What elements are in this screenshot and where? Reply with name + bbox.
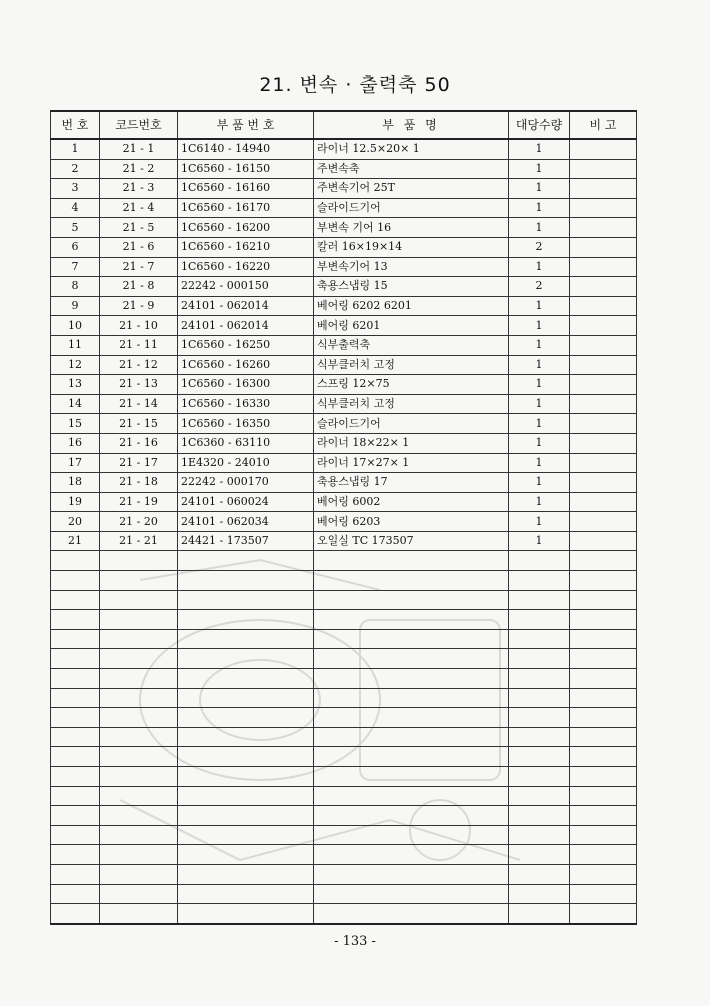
cell-part-no-empty bbox=[178, 786, 314, 806]
table-row bbox=[51, 335, 637, 355]
cell-no: 18 bbox=[51, 473, 100, 493]
cell-remark-empty bbox=[570, 727, 637, 747]
cell-qty-empty bbox=[509, 727, 570, 747]
cell-part-no: 1C6140 - 14940 bbox=[178, 139, 314, 159]
cell-no: 17 bbox=[51, 453, 100, 473]
cell-remark-empty bbox=[570, 551, 637, 571]
cell-remark-empty bbox=[570, 629, 637, 649]
empty-table-row bbox=[51, 708, 637, 728]
empty-table-row bbox=[51, 864, 637, 884]
cell-code: 21 - 4 bbox=[100, 198, 178, 218]
cell-code-empty bbox=[100, 571, 178, 591]
cell-no: 14 bbox=[51, 394, 100, 414]
cell-part-name: 베어링 6002 bbox=[314, 492, 509, 512]
cell-no: 13 bbox=[51, 375, 100, 395]
cell-part-name: 베어링 6201 bbox=[314, 316, 509, 336]
cell-no-empty bbox=[51, 649, 100, 669]
cell-qty: 1 bbox=[509, 316, 570, 336]
cell-qty: 1 bbox=[509, 335, 570, 355]
cell-code: 21 - 1 bbox=[100, 139, 178, 159]
cell-part-no-empty bbox=[178, 669, 314, 689]
cell-part-name-empty bbox=[314, 590, 509, 610]
cell-qty: 1 bbox=[509, 355, 570, 375]
cell-code: 21 - 11 bbox=[100, 335, 178, 355]
cell-no: 6 bbox=[51, 237, 100, 257]
cell-part-name-empty bbox=[314, 884, 509, 904]
cell-part-no-empty bbox=[178, 590, 314, 610]
cell-code: 21 - 14 bbox=[100, 394, 178, 414]
cell-code: 21 - 20 bbox=[100, 512, 178, 532]
empty-table-row bbox=[51, 590, 637, 610]
cell-part-no: 1C6560 - 16210 bbox=[178, 237, 314, 257]
cell-part-no: 1C6560 - 16250 bbox=[178, 335, 314, 355]
cell-code-empty bbox=[100, 845, 178, 865]
cell-part-no: 24101 - 060024 bbox=[178, 492, 314, 512]
cell-part-name-empty bbox=[314, 747, 509, 767]
cell-code: 21 - 3 bbox=[100, 179, 178, 199]
cell-qty: 1 bbox=[509, 414, 570, 434]
cell-no: 4 bbox=[51, 198, 100, 218]
cell-qty-empty bbox=[509, 688, 570, 708]
cell-part-name: 식부클러치 고정 bbox=[314, 355, 509, 375]
cell-code-empty bbox=[100, 590, 178, 610]
page-number: - 133 - bbox=[334, 934, 376, 949]
cell-qty: 1 bbox=[509, 512, 570, 532]
cell-code: 21 - 13 bbox=[100, 375, 178, 395]
cell-code: 21 - 12 bbox=[100, 355, 178, 375]
cell-part-no-empty bbox=[178, 806, 314, 826]
cell-part-name-empty bbox=[314, 571, 509, 591]
table-row bbox=[51, 237, 637, 257]
cell-remark-empty bbox=[570, 864, 637, 884]
table-row bbox=[51, 139, 637, 159]
cell-part-no: 1C6560 - 16300 bbox=[178, 375, 314, 395]
cell-no-empty bbox=[51, 629, 100, 649]
cell-no: 3 bbox=[51, 179, 100, 199]
cell-code: 21 - 7 bbox=[100, 257, 178, 277]
cell-no-empty bbox=[51, 884, 100, 904]
cell-part-no-empty bbox=[178, 708, 314, 728]
cell-qty-empty bbox=[509, 571, 570, 591]
table-row bbox=[51, 257, 637, 277]
cell-remark-empty bbox=[570, 688, 637, 708]
cell-no: 19 bbox=[51, 492, 100, 512]
empty-table-row bbox=[51, 551, 637, 571]
cell-part-no: 24101 - 062034 bbox=[178, 512, 314, 532]
cell-no-empty bbox=[51, 806, 100, 826]
cell-qty-empty bbox=[509, 825, 570, 845]
cell-part-name-empty bbox=[314, 786, 509, 806]
page-title: 21. 변속 · 출력축 50 bbox=[259, 74, 451, 96]
table-row bbox=[51, 414, 637, 434]
cell-no-empty bbox=[51, 747, 100, 767]
cell-part-name: 베어링 6203 bbox=[314, 512, 509, 532]
empty-table-row bbox=[51, 649, 637, 669]
cell-remark bbox=[570, 355, 637, 375]
cell-code-empty bbox=[100, 669, 178, 689]
cell-remark bbox=[570, 335, 637, 355]
cell-qty: 1 bbox=[509, 198, 570, 218]
cell-part-no: 1C6360 - 63110 bbox=[178, 433, 314, 453]
empty-table-row bbox=[51, 845, 637, 865]
cell-qty-empty bbox=[509, 649, 570, 669]
cell-part-no: 24101 - 062014 bbox=[178, 296, 314, 316]
cell-remark-empty bbox=[570, 806, 637, 826]
cell-no-empty bbox=[51, 708, 100, 728]
cell-code: 21 - 19 bbox=[100, 492, 178, 512]
cell-remark-empty bbox=[570, 786, 637, 806]
cell-part-no: 1C6560 - 16350 bbox=[178, 414, 314, 434]
cell-qty-empty bbox=[509, 786, 570, 806]
cell-qty-empty bbox=[509, 904, 570, 924]
cell-qty-empty bbox=[509, 610, 570, 630]
table-row bbox=[51, 473, 637, 493]
cell-no-empty bbox=[51, 727, 100, 747]
cell-qty: 1 bbox=[509, 531, 570, 551]
cell-no: 1 bbox=[51, 139, 100, 159]
cell-remark bbox=[570, 316, 637, 336]
empty-table-row bbox=[51, 786, 637, 806]
empty-table-row bbox=[51, 806, 637, 826]
empty-table-row bbox=[51, 669, 637, 689]
cell-no-empty bbox=[51, 571, 100, 591]
cell-part-name: 부변속 기어 16 bbox=[314, 218, 509, 238]
cell-part-no: 1C6560 - 16220 bbox=[178, 257, 314, 277]
cell-qty-empty bbox=[509, 845, 570, 865]
cell-code-empty bbox=[100, 551, 178, 571]
cell-qty: 2 bbox=[509, 237, 570, 257]
cell-part-name-empty bbox=[314, 864, 509, 884]
cell-code: 21 - 2 bbox=[100, 159, 178, 179]
cell-remark-empty bbox=[570, 610, 637, 630]
cell-code-empty bbox=[100, 884, 178, 904]
cell-part-name: 라이너 12.5×20× 1 bbox=[314, 139, 509, 159]
cell-part-no-empty bbox=[178, 688, 314, 708]
header-qty: 대당수량 bbox=[509, 111, 570, 139]
cell-code-empty bbox=[100, 649, 178, 669]
table-row bbox=[51, 159, 637, 179]
cell-part-name: 식부클러치 고정 bbox=[314, 394, 509, 414]
empty-table-row bbox=[51, 747, 637, 767]
cell-qty-empty bbox=[509, 551, 570, 571]
cell-remark bbox=[570, 492, 637, 512]
cell-code: 21 - 17 bbox=[100, 453, 178, 473]
cell-part-no-empty bbox=[178, 649, 314, 669]
cell-no-empty bbox=[51, 767, 100, 787]
header-part-no: 부 품 번 호 bbox=[178, 111, 314, 139]
cell-part-no: 1C6560 - 16260 bbox=[178, 355, 314, 375]
cell-remark bbox=[570, 218, 637, 238]
table-row bbox=[51, 531, 637, 551]
cell-part-no-empty bbox=[178, 629, 314, 649]
cell-remark-empty bbox=[570, 669, 637, 689]
cell-part-name: 칼러 16×19×14 bbox=[314, 237, 509, 257]
empty-table-row bbox=[51, 610, 637, 630]
cell-part-name: 베어링 6202 6201 bbox=[314, 296, 509, 316]
cell-part-name: 축용스냅링 17 bbox=[314, 473, 509, 493]
cell-code-empty bbox=[100, 786, 178, 806]
table-row bbox=[51, 316, 637, 336]
cell-part-name: 슬라이드기어 bbox=[314, 198, 509, 218]
cell-part-no-empty bbox=[178, 767, 314, 787]
cell-qty: 1 bbox=[509, 218, 570, 238]
cell-part-name: 주변속축 bbox=[314, 159, 509, 179]
cell-part-no: 1C6560 - 16200 bbox=[178, 218, 314, 238]
cell-code-empty bbox=[100, 688, 178, 708]
cell-part-name-empty bbox=[314, 708, 509, 728]
cell-no: 15 bbox=[51, 414, 100, 434]
cell-qty: 1 bbox=[509, 159, 570, 179]
table-row bbox=[51, 492, 637, 512]
empty-table-row bbox=[51, 688, 637, 708]
cell-part-no-empty bbox=[178, 884, 314, 904]
cell-remark-empty bbox=[570, 708, 637, 728]
cell-no: 21 bbox=[51, 531, 100, 551]
cell-no-empty bbox=[51, 904, 100, 924]
cell-qty: 1 bbox=[509, 139, 570, 159]
cell-code: 21 - 5 bbox=[100, 218, 178, 238]
cell-part-name-empty bbox=[314, 806, 509, 826]
cell-no: 16 bbox=[51, 433, 100, 453]
cell-part-no: 1C6560 - 16160 bbox=[178, 179, 314, 199]
cell-remark bbox=[570, 394, 637, 414]
cell-qty-empty bbox=[509, 747, 570, 767]
header-no: 번 호 bbox=[51, 111, 100, 139]
cell-no-empty bbox=[51, 669, 100, 689]
cell-qty: 1 bbox=[509, 257, 570, 277]
cell-no: 2 bbox=[51, 159, 100, 179]
cell-qty: 1 bbox=[509, 473, 570, 493]
cell-part-no: 22242 - 000150 bbox=[178, 277, 314, 297]
cell-part-name: 주변속기어 25T bbox=[314, 179, 509, 199]
cell-remark-empty bbox=[570, 825, 637, 845]
header-code: 코드번호 bbox=[100, 111, 178, 139]
cell-code-empty bbox=[100, 904, 178, 924]
cell-part-name-empty bbox=[314, 727, 509, 747]
cell-no-empty bbox=[51, 551, 100, 571]
cell-part-name-empty bbox=[314, 629, 509, 649]
cell-part-no: 1C6560 - 16330 bbox=[178, 394, 314, 414]
cell-part-no-empty bbox=[178, 571, 314, 591]
cell-remark-empty bbox=[570, 884, 637, 904]
cell-no: 8 bbox=[51, 277, 100, 297]
cell-part-no-empty bbox=[178, 610, 314, 630]
cell-remark bbox=[570, 414, 637, 434]
cell-qty: 1 bbox=[509, 179, 570, 199]
cell-code: 21 - 9 bbox=[100, 296, 178, 316]
cell-remark bbox=[570, 237, 637, 257]
cell-remark bbox=[570, 512, 637, 532]
cell-remark bbox=[570, 531, 637, 551]
cell-part-name-empty bbox=[314, 767, 509, 787]
empty-table-row bbox=[51, 884, 637, 904]
cell-no: 5 bbox=[51, 218, 100, 238]
cell-qty: 1 bbox=[509, 453, 570, 473]
cell-remark bbox=[570, 159, 637, 179]
cell-remark bbox=[570, 375, 637, 395]
table-row bbox=[51, 198, 637, 218]
cell-code-empty bbox=[100, 825, 178, 845]
cell-part-no: 1E4320 - 24010 bbox=[178, 453, 314, 473]
cell-part-name-empty bbox=[314, 904, 509, 924]
cell-no: 11 bbox=[51, 335, 100, 355]
cell-code: 21 - 8 bbox=[100, 277, 178, 297]
cell-code: 21 - 6 bbox=[100, 237, 178, 257]
cell-part-name: 슬라이드기어 bbox=[314, 414, 509, 434]
table-row bbox=[51, 433, 637, 453]
cell-part-name-empty bbox=[314, 688, 509, 708]
cell-part-no: 1C6560 - 16170 bbox=[178, 198, 314, 218]
cell-no-empty bbox=[51, 825, 100, 845]
cell-part-name: 라이너 17×27× 1 bbox=[314, 453, 509, 473]
cell-remark bbox=[570, 139, 637, 159]
cell-code: 21 - 10 bbox=[100, 316, 178, 336]
cell-no: 10 bbox=[51, 316, 100, 336]
cell-part-name-empty bbox=[314, 610, 509, 630]
cell-part-name: 라이너 18×22× 1 bbox=[314, 433, 509, 453]
cell-remark-empty bbox=[570, 904, 637, 924]
table-row bbox=[51, 296, 637, 316]
header-remark: 비 고 bbox=[570, 111, 637, 139]
cell-part-name: 식부출력축 bbox=[314, 335, 509, 355]
empty-table-row bbox=[51, 629, 637, 649]
table-row bbox=[51, 394, 637, 414]
empty-table-row bbox=[51, 767, 637, 787]
cell-no: 12 bbox=[51, 355, 100, 375]
table-row bbox=[51, 355, 637, 375]
table-header-row bbox=[51, 111, 637, 139]
cell-part-no: 1C6560 - 16150 bbox=[178, 159, 314, 179]
cell-part-no-empty bbox=[178, 747, 314, 767]
cell-code-empty bbox=[100, 610, 178, 630]
cell-no-empty bbox=[51, 864, 100, 884]
empty-table-row bbox=[51, 825, 637, 845]
empty-table-row bbox=[51, 904, 637, 924]
cell-no: 20 bbox=[51, 512, 100, 532]
cell-remark bbox=[570, 277, 637, 297]
table-row bbox=[51, 277, 637, 297]
cell-qty: 1 bbox=[509, 375, 570, 395]
cell-part-no-empty bbox=[178, 727, 314, 747]
cell-part-name-empty bbox=[314, 825, 509, 845]
cell-qty: 1 bbox=[509, 433, 570, 453]
empty-table-row bbox=[51, 571, 637, 591]
cell-code-empty bbox=[100, 767, 178, 787]
cell-part-name-empty bbox=[314, 551, 509, 571]
cell-part-no: 24421 - 173507 bbox=[178, 531, 314, 551]
cell-no-empty bbox=[51, 610, 100, 630]
cell-qty-empty bbox=[509, 590, 570, 610]
cell-qty-empty bbox=[509, 708, 570, 728]
cell-part-no: 24101 - 062014 bbox=[178, 316, 314, 336]
cell-code-empty bbox=[100, 727, 178, 747]
table-row bbox=[51, 179, 637, 199]
empty-table-row bbox=[51, 727, 637, 747]
cell-remark bbox=[570, 257, 637, 277]
cell-qty: 1 bbox=[509, 296, 570, 316]
cell-qty-empty bbox=[509, 864, 570, 884]
cell-part-name: 축용스냅링 15 bbox=[314, 277, 509, 297]
cell-qty-empty bbox=[509, 806, 570, 826]
parts-table bbox=[50, 110, 637, 925]
table-row bbox=[51, 512, 637, 532]
cell-remark bbox=[570, 433, 637, 453]
cell-qty: 1 bbox=[509, 492, 570, 512]
table-row bbox=[51, 453, 637, 473]
cell-part-no-empty bbox=[178, 825, 314, 845]
cell-part-name-empty bbox=[314, 649, 509, 669]
cell-remark bbox=[570, 179, 637, 199]
cell-part-name: 스프링 12×75 bbox=[314, 375, 509, 395]
cell-remark bbox=[570, 453, 637, 473]
cell-code: 21 - 16 bbox=[100, 433, 178, 453]
cell-no-empty bbox=[51, 688, 100, 708]
cell-no-empty bbox=[51, 590, 100, 610]
cell-qty-empty bbox=[509, 669, 570, 689]
cell-remark-empty bbox=[570, 767, 637, 787]
cell-qty-empty bbox=[509, 767, 570, 787]
cell-qty-empty bbox=[509, 884, 570, 904]
cell-part-name: 오일실 TC 173507 bbox=[314, 531, 509, 551]
cell-code-empty bbox=[100, 708, 178, 728]
cell-remark bbox=[570, 198, 637, 218]
cell-qty: 1 bbox=[509, 394, 570, 414]
cell-code: 21 - 21 bbox=[100, 531, 178, 551]
cell-remark-empty bbox=[570, 845, 637, 865]
cell-code-empty bbox=[100, 864, 178, 884]
cell-qty-empty bbox=[509, 629, 570, 649]
cell-code-empty bbox=[100, 629, 178, 649]
cell-code-empty bbox=[100, 806, 178, 826]
cell-part-no-empty bbox=[178, 864, 314, 884]
cell-part-no: 22242 - 000170 bbox=[178, 473, 314, 493]
cell-remark-empty bbox=[570, 571, 637, 591]
cell-part-name: 부변속기어 13 bbox=[314, 257, 509, 277]
cell-no-empty bbox=[51, 845, 100, 865]
cell-no: 7 bbox=[51, 257, 100, 277]
cell-part-name-empty bbox=[314, 669, 509, 689]
cell-part-no-empty bbox=[178, 904, 314, 924]
cell-remark bbox=[570, 296, 637, 316]
cell-remark-empty bbox=[570, 590, 637, 610]
cell-code: 21 - 18 bbox=[100, 473, 178, 493]
cell-code-empty bbox=[100, 747, 178, 767]
cell-qty: 2 bbox=[509, 277, 570, 297]
cell-remark-empty bbox=[570, 649, 637, 669]
table-row bbox=[51, 218, 637, 238]
cell-no: 9 bbox=[51, 296, 100, 316]
cell-part-no-empty bbox=[178, 845, 314, 865]
header-part-name: 부 품 명 bbox=[314, 111, 509, 139]
cell-no-empty bbox=[51, 786, 100, 806]
cell-part-name-empty bbox=[314, 845, 509, 865]
cell-code: 21 - 15 bbox=[100, 414, 178, 434]
cell-part-no-empty bbox=[178, 551, 314, 571]
cell-remark bbox=[570, 473, 637, 493]
table-row bbox=[51, 375, 637, 395]
cell-remark-empty bbox=[570, 747, 637, 767]
